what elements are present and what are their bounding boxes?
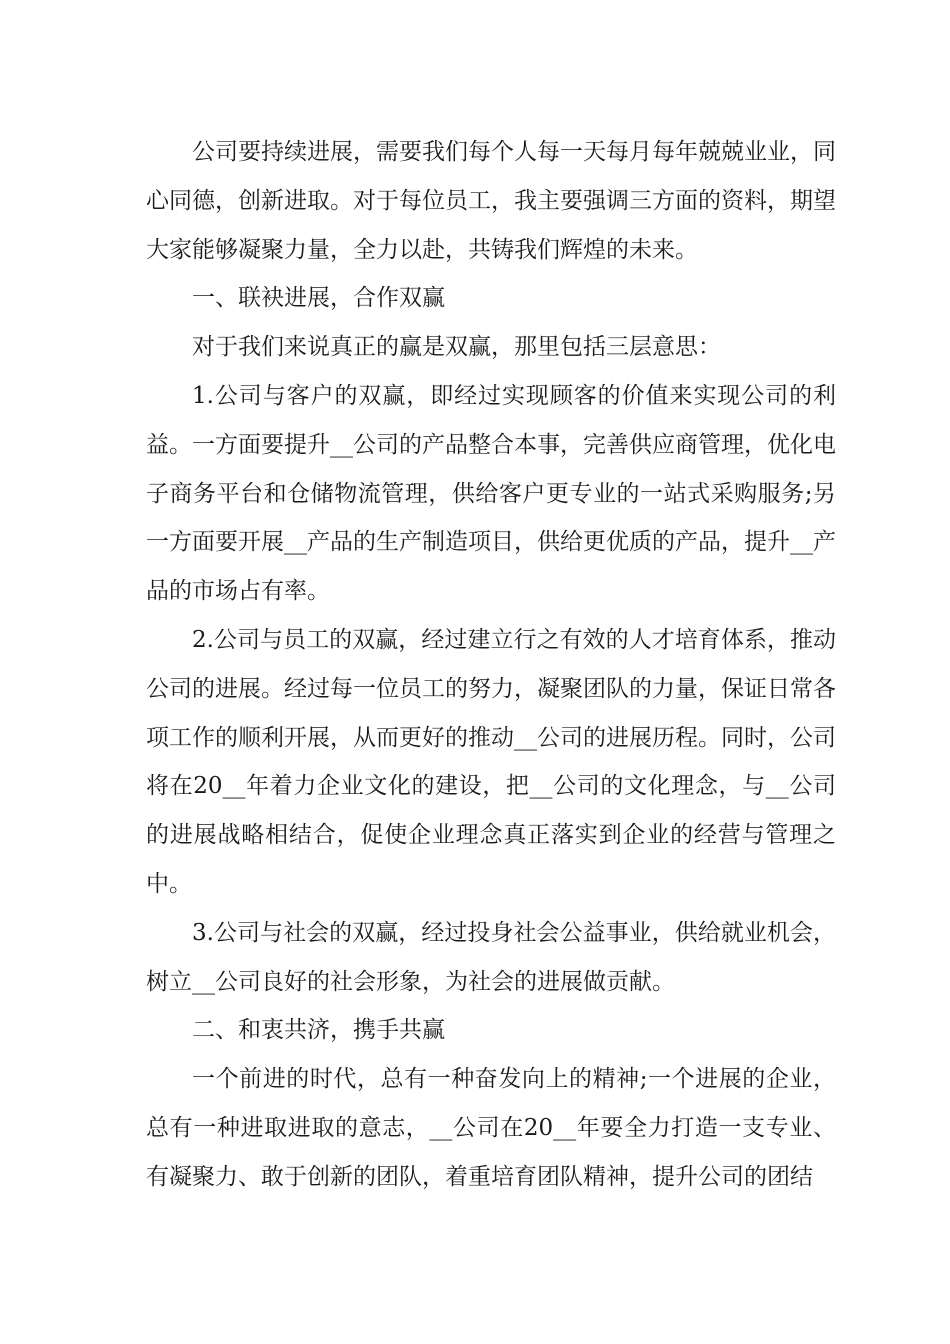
section-2-paragraph: 一个前进的时代，总有一种奋发向上的精神;一个进展的企业，总有一种进取进取的意志，__公司在20__年要全力打造一支专业、有凝聚力、敢于创新的团队，着重培育团队精神，提升公司的团结	[146, 1066, 836, 1190]
section-1-intro: 对于我们来说真正的赢是双赢，那里包括三层意思：	[192, 334, 721, 361]
document-body	[146, 128, 836, 1202]
section-heading-2: 二、和衷共济，携手共赢	[192, 1017, 445, 1044]
intro-paragraph: 公司要持续进展，需要我们每个人每一天每月每年兢兢业业，同心同德，创新进取。对于每位员工，我主要强调三方面的资料，期望大家能够凝聚力量，全力以赴，共铸我们辉煌的未来。	[146, 139, 836, 263]
section-1-point-1: 1.公司与客户的双赢，即经过实现顾客的价值来实现公司的利益。一方面要提升__公司的产品整合本事，完善供应商管理，优化电子商务平台和仓储物流管理，供给客户更专业的一站式采购服务;另一方面要开展__产品的生产制造项目，供给更优质的产品，提升__产品的市场占有率。	[146, 382, 836, 605]
section-heading-1: 一、联袂进展，合作双赢	[192, 285, 445, 312]
section-1-point-3: 3.公司与社会的双赢，经过投身社会公益事业，供给就业机会，树立__公司良好的社会形象，为社会的进展做贡献。	[146, 919, 836, 995]
section-1-point-2: 2.公司与员工的双赢，经过建立行之有效的人才培育体系，推动公司的进展。经过每一位员工的努力，凝聚团队的力量，保证日常各项工作的顺利开展，从而更好的推动__公司的进展历程。同时，公司将在20__年着力企业文化的建设，把__公司的文化理念，与__公司的进展战略相结合，促使企业理念真正落实到企业的经营与管理之中。	[146, 626, 836, 897]
